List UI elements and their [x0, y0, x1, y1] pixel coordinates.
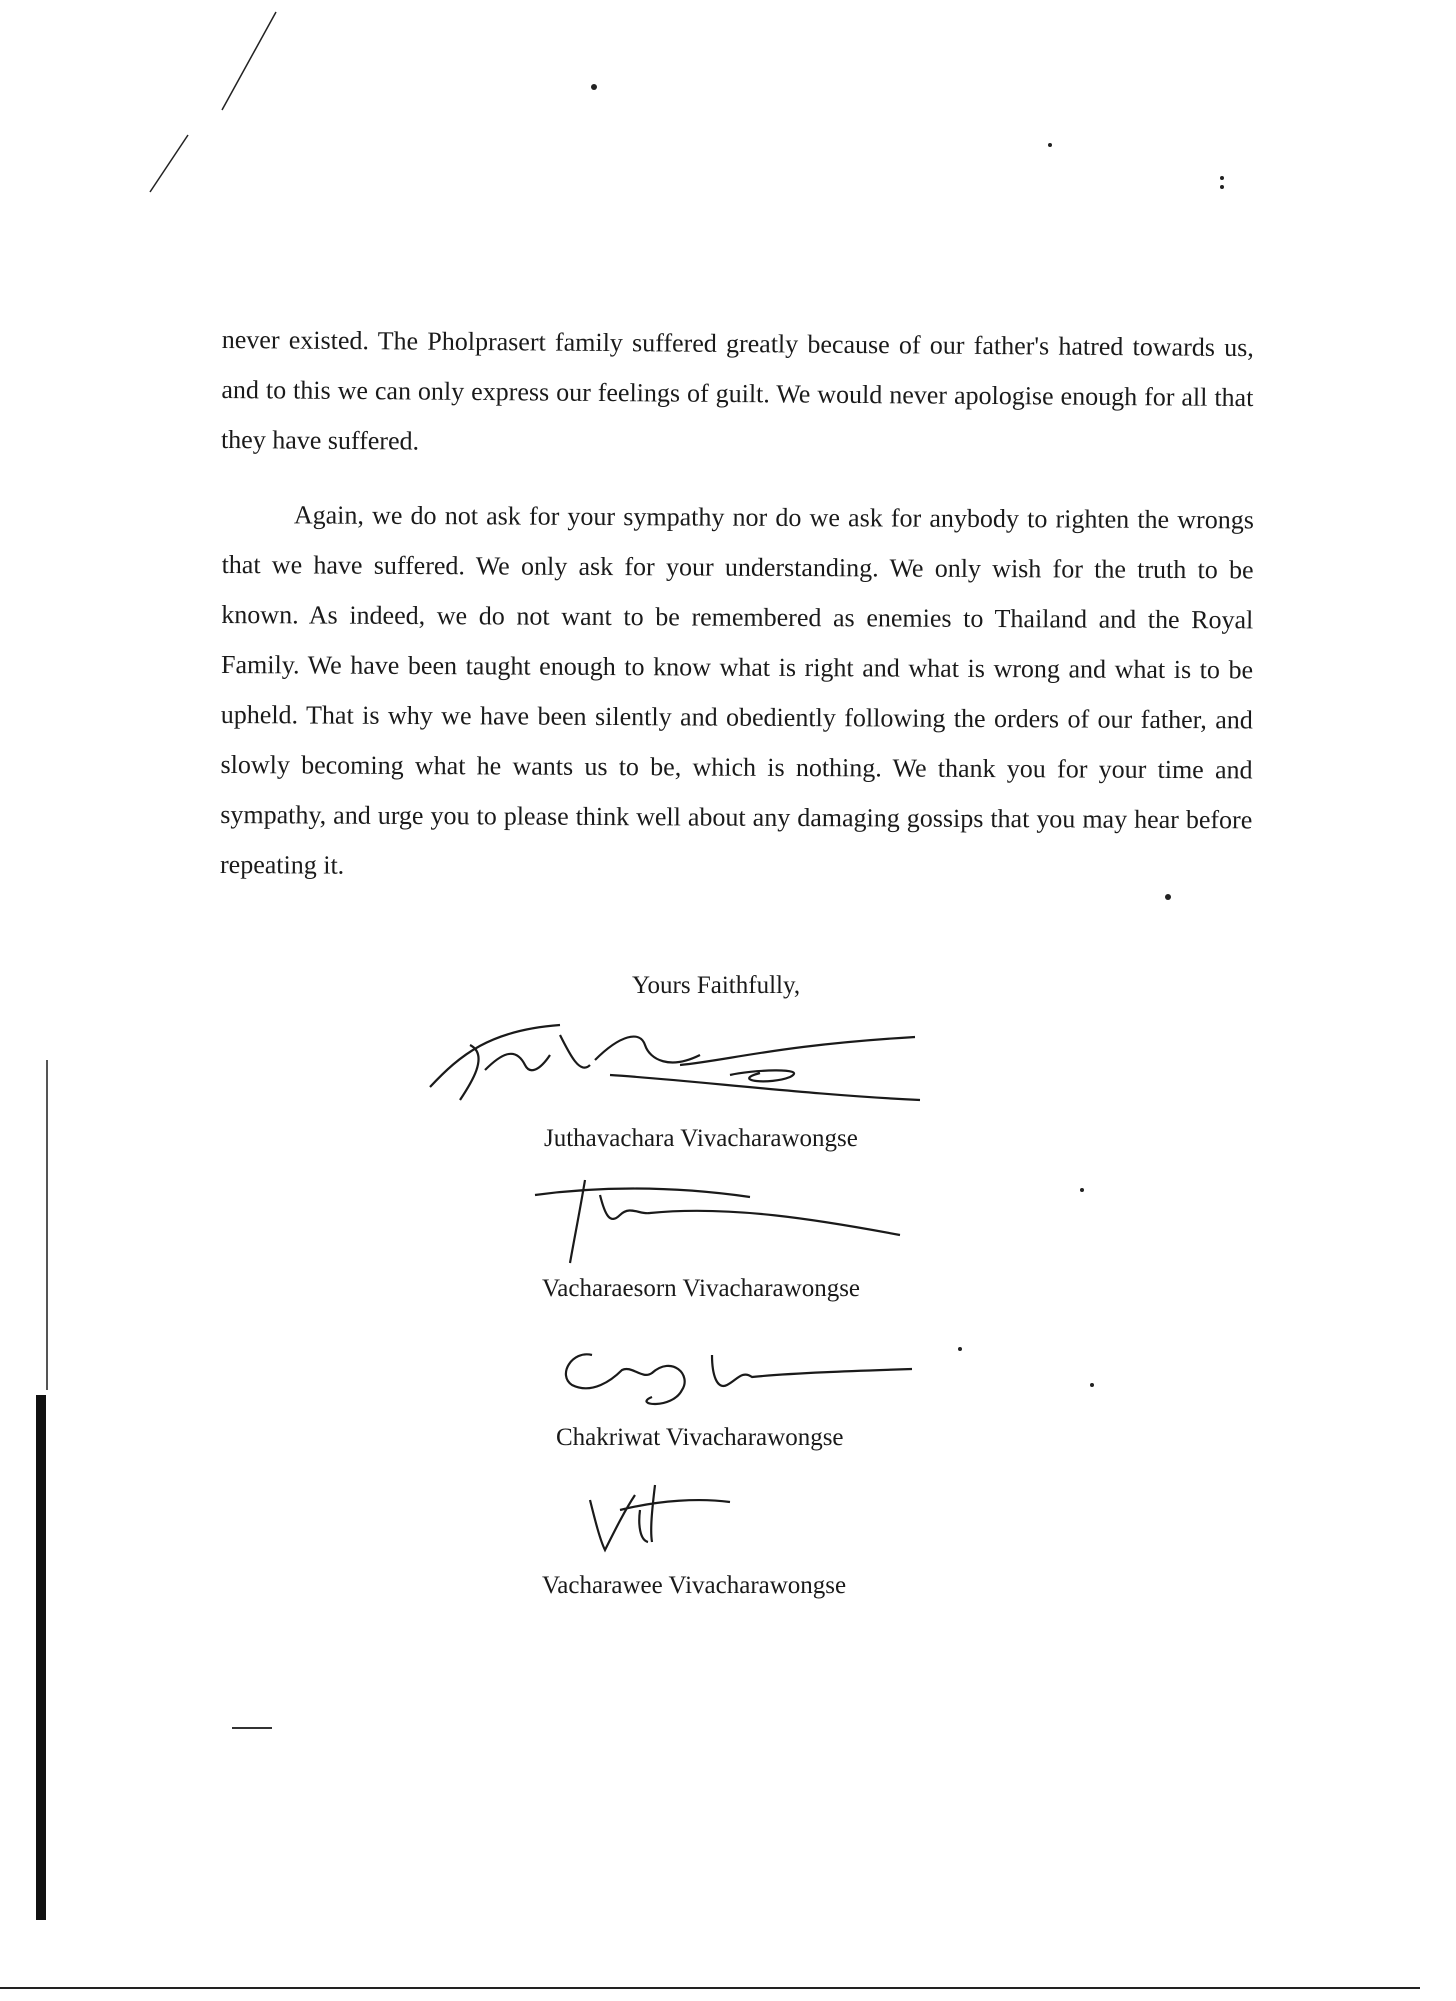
- paragraph-2: Again, we do not ask for your sympathy nor do we ask for anybody to righten the wrongs that we have suffered. We only ask for your understanding. We only wish for the truth to be known. As indeed, we do not want to be remembered as enemies to Thailand and the Royal Family. We have been taught enough to know what is right and what is wrong and what is to be upheld. That is why we have been silently and obediently following the orders of our father, and slowly becoming what he wants us to be, which is nothing. We thank you for your time and sympathy, and urge you to please think well about any damaging gossips that you may hear before repeating it.: [219, 500, 1254, 880]
- signatory-name-2: Vacharaesorn Vivacharawongse: [542, 1275, 861, 1302]
- signature-3: [552, 1335, 922, 1415]
- closing-salutation: Yours Faithfully,: [632, 972, 801, 999]
- signatory-name-3: Chakriwat Vivacharawongse: [556, 1424, 844, 1451]
- signature-1: [430, 1015, 930, 1115]
- signatory-name-1: Juthavachara Vivacharawongse: [544, 1125, 858, 1152]
- paragraph-1: never existed. The Pholprasert family suffered greatly because of our father's hatred towards us, and to this we can only express our feelings of guilt. We would never apologise enough for all that they have suffered.: [220, 324, 1254, 456]
- signatory-name-4: Vacharawee Vivacharawongse: [542, 1572, 847, 1599]
- signature-4: [580, 1480, 780, 1560]
- signature-2: [530, 1175, 910, 1265]
